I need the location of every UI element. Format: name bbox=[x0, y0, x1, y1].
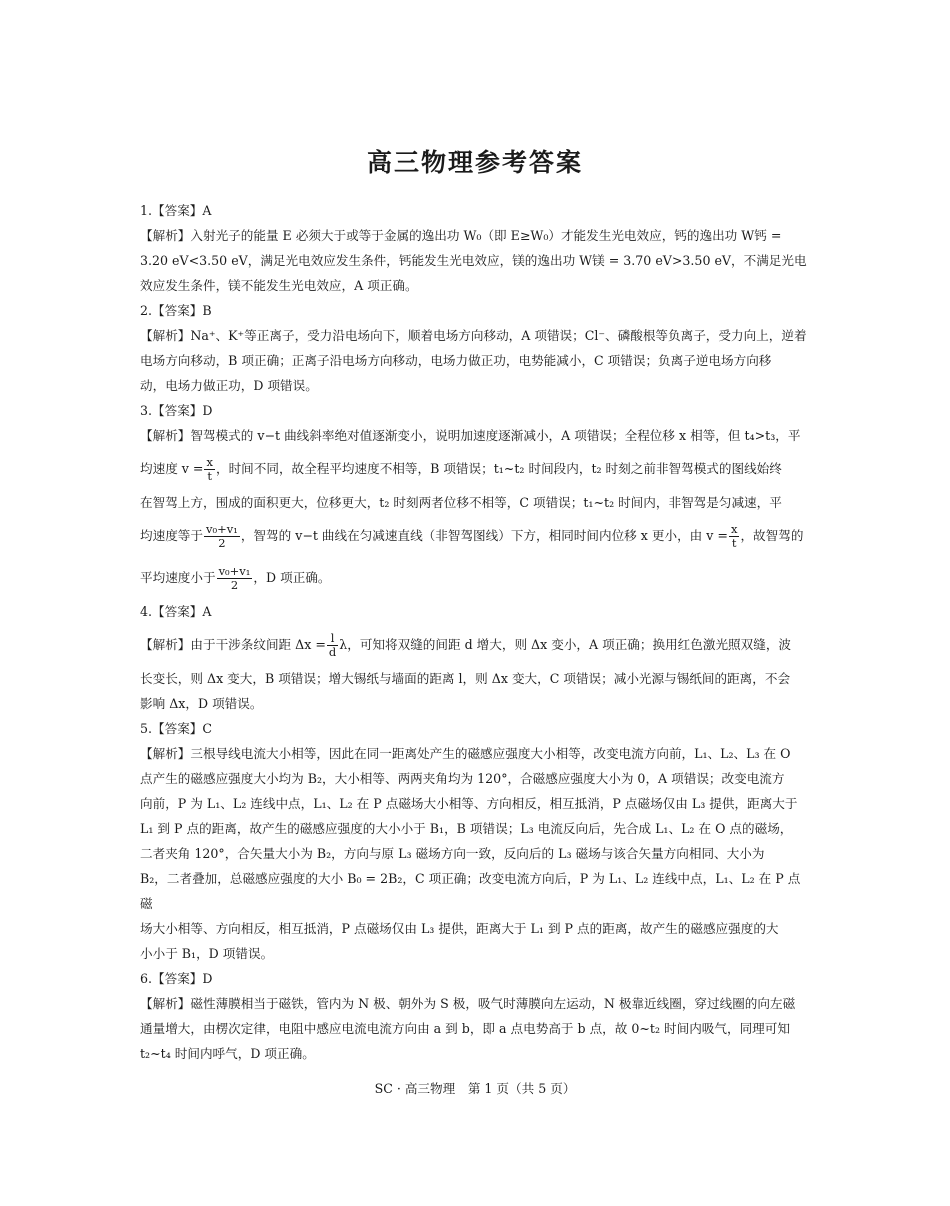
answer-line: 1.【答案】A bbox=[140, 203, 212, 218]
explanation-line: 影响 Δx，D 项错误。 bbox=[140, 696, 263, 711]
fraction-x-over-t bbox=[729, 523, 740, 550]
explanation-line: 3.20 eV<3.50 eV，满足光电效应发生条件，钙能发生光电效应，镁的逸出功 W镁 = 3.70 eV>3.50 eV，不满足光电 bbox=[140, 253, 807, 268]
text-segment: 平均速度小于 bbox=[140, 570, 216, 585]
explanation-line: 二者夹角 120°，合矢量大小为 B₂，方向与原 L₃ 磁场方向一致，反向后的 L₃ 磁场与该合矢量方向相同、大小为 bbox=[140, 846, 765, 861]
explanation-line: 【解析】入射光子的能量 E 必须大于或等于金属的逸出功 W₀（即 E≥W₀）才能发生光电效应，钙的逸出功 W钙 = bbox=[140, 228, 782, 243]
fraction-numerator: l bbox=[327, 632, 338, 646]
fraction-l-over-d bbox=[327, 632, 338, 659]
explanation-line: 长变长，则 Δx 变大，B 项错误；增大锡纸与墙面的距离 l，则 Δx 变大，C 项错误；减小光源与锡纸间的距离，不会 bbox=[140, 671, 791, 686]
fraction-numerator: x bbox=[730, 522, 738, 536]
fraction-numerator: x bbox=[206, 455, 213, 469]
fraction-average-velocity bbox=[217, 565, 253, 592]
text-segment: 均速度等于 bbox=[140, 528, 203, 543]
explanation-line: 场大小相等、方向相反，相互抵消，P 点磁场仅由 L₃ 提供，距离大于 L₁ 到 P 点的距离，故产生的磁感应强度的大 bbox=[140, 921, 779, 936]
explanation-line: 向前，P 为 L₁、L₂ 连线中点，L₁、L₂ 在 P 点磁场大小相等、方向相反，相互抵消，P 点磁场仅由 L₃ 提供，距离大于 bbox=[140, 796, 798, 811]
page-footer: SC · 高三物理 第 1 页（共 5 页） bbox=[374, 1081, 576, 1096]
fraction-denominator: t bbox=[207, 469, 213, 483]
explanation-line bbox=[140, 515, 812, 557]
text-segment: ，D 项正确。 bbox=[253, 570, 331, 585]
explanation-line: 效应发生条件，镁不能发生光电效应，A 项正确。 bbox=[140, 278, 418, 293]
answer-line: 4.【答案】A bbox=[140, 604, 212, 619]
explanation-line: 【解析】磁性薄膜相当于磁铁，管内为 N 极、朝外为 S 极，吸气时薄膜向左运动，N 极靠近线圈，穿过线圈的向左磁 bbox=[140, 996, 796, 1011]
explanation-line: B₂，二者叠加，总磁感应强度的大小 B₀ = 2B₂，C 项正确；改变电流方向后，P 为 L₁、L₂ 连线中点，L₁、L₂ 在 P 点磁 bbox=[140, 871, 801, 911]
explanation-line: 通量增大，由楞次定律，电阻中感应电流电流方向由 a 到 b，即 a 点电势高于 b 点，故 0~t₂ 时间内吸气，同理可知 bbox=[140, 1021, 790, 1036]
text-segment: 【解析】由于干涉条纹间距 Δx = bbox=[140, 637, 326, 652]
fraction-numerator: v₀+v₁ bbox=[205, 522, 238, 536]
explanation-line: t₂~t₄ 时间内呼气，D 项正确。 bbox=[140, 1046, 315, 1061]
fraction-x-over-t bbox=[204, 456, 215, 483]
answer-line: 5.【答案】C bbox=[140, 721, 213, 736]
explanation-line bbox=[140, 448, 812, 490]
question-4 bbox=[140, 599, 812, 716]
explanation-line: 在智驾上方，围成的面积更大，位移更大，t₂ 时刻两者位移不相等，C 项错误；t₁~t₂ 时间内，非智驾是匀减速，平 bbox=[140, 495, 782, 510]
answer-line: 6.【答案】D bbox=[140, 971, 213, 986]
explanation-line: 点产生的磁感应强度大小均为 B₂，大小相等、两两夹角均为 120°，合磁感应强度大小为 0，A 项错误；改变电流方 bbox=[140, 771, 785, 786]
explanation-line: 【解析】Na⁺、K⁺等正离子，受力沿电场向下，顺着电场方向移动，A 项错误；Cl⁻、磷酸根等负离子，受力向上，逆着 bbox=[140, 328, 807, 343]
text-segment: λ，可知将双缝的间距 d 增大，则 Δx 变小，A 项正确；换用红色激光照双缝，波 bbox=[339, 637, 792, 652]
question-2 bbox=[140, 298, 812, 398]
text-segment: ，故智驾的 bbox=[740, 528, 804, 543]
explanation-line bbox=[140, 624, 812, 666]
question-5 bbox=[140, 716, 812, 966]
explanation-line: 小小于 B₁，D 项错误。 bbox=[140, 946, 274, 961]
answer-line: 3.【答案】D bbox=[140, 403, 213, 418]
answer-content bbox=[140, 198, 812, 1066]
fraction-average-velocity bbox=[204, 523, 240, 550]
question-1 bbox=[140, 198, 812, 298]
explanation-line: 【解析】三根导线电流大小相等，因此在同一距离处产生的磁感应强度大小相等，改变电流方向前，L₁、L₂、L₃ 在 O bbox=[140, 746, 791, 761]
question-6 bbox=[140, 966, 812, 1066]
explanation-line: 动，电场力做正功，D 项错误。 bbox=[140, 378, 318, 393]
explanation-line: L₁ 到 P 点的距离，故产生的磁感应强度的大小小于 B₁，B 项错误；L₃ 电流反向后，先合成 L₁、L₂ 在 O 点的磁场， bbox=[140, 821, 793, 836]
page-title: 高三物理参考答案 bbox=[366, 148, 583, 177]
fraction-denominator: d bbox=[328, 645, 337, 659]
explanation-line: 【解析】智驾模式的 v−t 曲线斜率绝对值逐渐变小，说明加速度逐渐减小，A 项错误；全程位移 x 相等，但 t₄>t₃，平 bbox=[140, 428, 801, 443]
question-3 bbox=[140, 398, 812, 599]
text-segment: ，时间不同，故全程平均速度不相等，B 项错误；t₁~t₂ 时间段内，t₂ 时刻之前非智驾模式的图线始终 bbox=[215, 461, 782, 476]
explanation-line: 电场方向移动，B 项正确；正离子沿电场方向移动，电场力做正功，电势能减小，C 项错误；负离子逆电场方向移 bbox=[140, 353, 772, 368]
fraction-denominator: 2 bbox=[230, 578, 239, 592]
fraction-numerator: v₀+v₁ bbox=[218, 564, 251, 578]
fraction-denominator: 2 bbox=[218, 536, 226, 550]
fraction-denominator: t bbox=[731, 536, 737, 550]
text-segment: 均速度 v = bbox=[140, 461, 204, 476]
answer-line: 2.【答案】B bbox=[140, 303, 212, 318]
text-segment: ，智驾的 v−t 曲线在匀减速直线（非智驾图线）下方，相同时间内位移 x 更小，由 v = bbox=[240, 528, 728, 543]
explanation-line bbox=[140, 557, 812, 599]
